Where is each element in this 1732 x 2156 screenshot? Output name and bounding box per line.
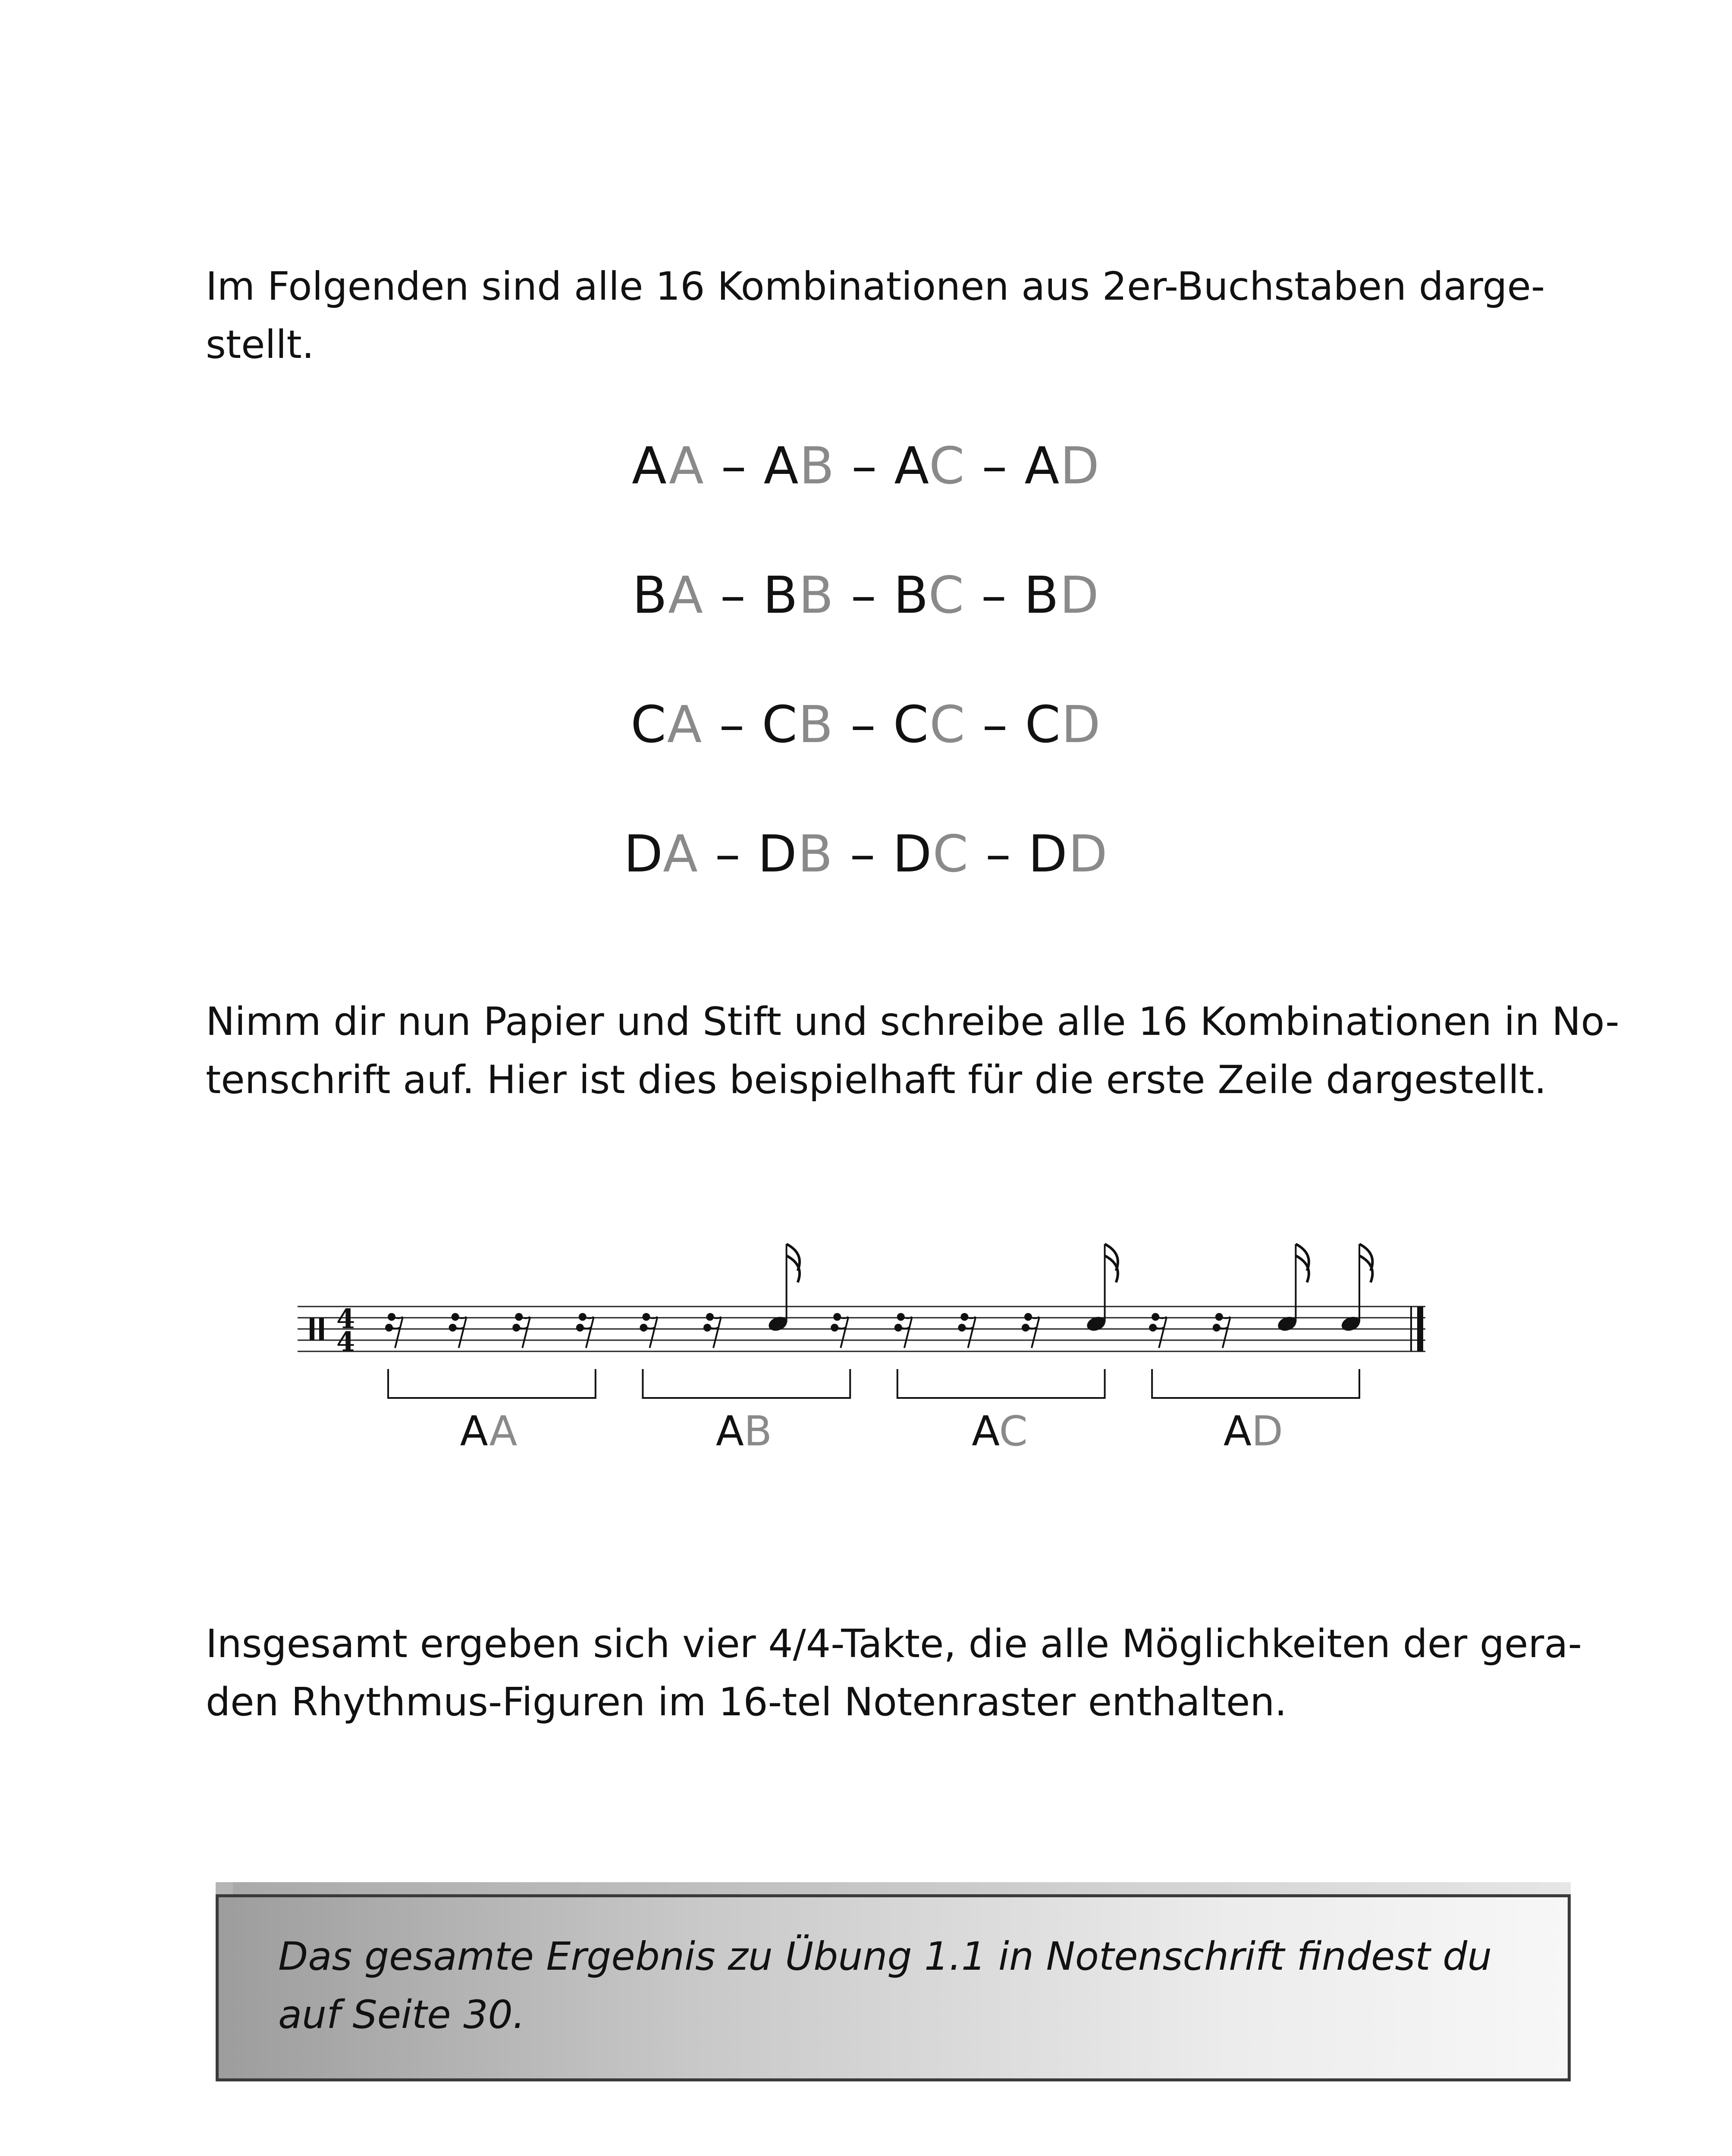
rest-dot [833, 1313, 841, 1321]
combination-row-d [0, 819, 1732, 888]
combo-bc-second: C [928, 565, 965, 625]
combo-ad [1024, 431, 1100, 500]
combo-bb-second: B [798, 565, 835, 625]
combo-ac-second: C [929, 436, 966, 495]
combo-ab [764, 431, 835, 500]
intro-paragraph [206, 257, 1545, 374]
group-bracket [388, 1369, 596, 1398]
combo-dc-second: C [932, 824, 969, 884]
intro-line-2: stellt. [206, 322, 314, 367]
group-label-ac-second: C [999, 1408, 1028, 1455]
combo-dd [1028, 819, 1108, 888]
combo-cc-second: C [929, 695, 966, 754]
rest-stroke [390, 1317, 403, 1348]
rest-stroke [1026, 1317, 1039, 1348]
combination-row-b [0, 561, 1732, 630]
combo-aa-second: A [668, 436, 705, 495]
rest-dot [703, 1324, 711, 1332]
combo-ba [632, 561, 704, 630]
rest-stroke [1217, 1317, 1230, 1348]
time-signature-top: 4 [336, 1303, 355, 1335]
intro-line-1: Im Folgenden sind alle 16 Kombinationen aus 2er-Buchstaben darge- [206, 264, 1545, 309]
rest-dot [512, 1324, 520, 1332]
rest-dot [1024, 1313, 1032, 1321]
group-label-ac-first: A [972, 1408, 999, 1455]
rest-stroke [1154, 1317, 1167, 1348]
combo-cb-second: B [798, 695, 834, 754]
sixteenth-note [767, 1244, 800, 1333]
combo-separator: – [982, 436, 1008, 495]
time-signature-bottom: 4 [336, 1326, 355, 1357]
note-box-shadow-top [216, 1882, 1571, 1894]
rest-dot [385, 1324, 393, 1332]
combo-separator: – [985, 824, 1012, 884]
rest-dot [958, 1324, 966, 1332]
combo-dd-second: D [1068, 824, 1108, 884]
percussion-clef-bar [310, 1318, 314, 1340]
combo-bd-second: D [1059, 565, 1100, 625]
final-barline-thick [1417, 1307, 1423, 1351]
combo-bd [1024, 561, 1100, 630]
combo-aa [632, 431, 705, 500]
rest-stroke [454, 1317, 467, 1348]
combo-da [624, 819, 699, 888]
combo-ab-second: B [799, 436, 835, 495]
combo-aa-first: A [631, 436, 669, 495]
combo-ba-second: A [668, 565, 704, 625]
rest-dot [831, 1324, 838, 1332]
sixteenth-note [1340, 1244, 1372, 1333]
rest-dot [1213, 1324, 1221, 1332]
rest-stroke [963, 1317, 976, 1348]
combo-separator: – [851, 436, 878, 495]
combo-cd-first: C [1025, 695, 1061, 754]
rest-dot [1215, 1313, 1223, 1321]
summary-line-1: Insgesamt ergeben sich vier 4/4-Takte, die alle Möglichkeiten der gera- [206, 1621, 1582, 1667]
summary-line-2: den Rhythmus-Figuren im 16-tel Notenraster enthalten. [206, 1680, 1287, 1725]
combo-ad-first: A [1024, 436, 1061, 495]
combination-row-a [0, 431, 1732, 500]
rest-stroke [899, 1317, 912, 1348]
combo-ab-first: A [763, 436, 800, 495]
group-label-ac [972, 1406, 1028, 1457]
group-label-aa-first: A [460, 1408, 489, 1455]
combination-row-c [0, 690, 1732, 759]
note-flag [1105, 1256, 1118, 1282]
instruction-line-2: tenschrift auf. Hier ist dies beispielhaft für die erste Zeile dargestellt. [206, 1057, 1547, 1103]
combo-dc [893, 819, 969, 888]
rest-stroke [835, 1317, 848, 1348]
group-bracket [643, 1369, 850, 1398]
combo-bd-first: B [1024, 565, 1060, 625]
rest-dot [642, 1313, 650, 1321]
combo-separator: – [719, 695, 746, 754]
combo-db [758, 819, 834, 888]
combo-ba-first: B [632, 565, 668, 625]
combo-bb [763, 561, 835, 630]
rest-stroke [517, 1317, 530, 1348]
combo-ca-first: C [631, 695, 667, 754]
combo-cd-second: D [1061, 695, 1101, 754]
combo-separator: – [981, 565, 1008, 625]
rest-dot [1149, 1324, 1157, 1332]
combo-ac [894, 431, 965, 500]
combo-separator: – [850, 565, 877, 625]
combo-bc [894, 561, 965, 630]
combo-ad-second: D [1060, 436, 1101, 495]
combo-da-first: D [624, 824, 663, 884]
combo-cc [893, 690, 966, 759]
group-bracket [1152, 1369, 1359, 1398]
note-box-text [278, 1927, 1492, 2044]
combo-separator: – [982, 695, 1009, 754]
group-bracket [897, 1369, 1105, 1398]
group-label-aa [460, 1406, 518, 1457]
group-label-aa-second: A [489, 1408, 518, 1455]
rest-dot [452, 1313, 459, 1321]
group-label-ab-second: B [744, 1408, 772, 1455]
rest-dot [1022, 1324, 1029, 1332]
combo-dc-first: D [892, 824, 933, 884]
combo-separator: – [720, 565, 747, 625]
rest-dot [706, 1313, 714, 1321]
rest-dot [515, 1313, 523, 1321]
combo-ca [631, 690, 703, 759]
combo-separator: – [850, 695, 877, 754]
combo-cd [1025, 690, 1101, 759]
note-flag [787, 1256, 800, 1282]
group-label-ad [1224, 1406, 1283, 1457]
rest-dot [579, 1313, 587, 1321]
percussion-clef-bar [319, 1318, 324, 1340]
instruction-paragraph [206, 993, 1619, 1109]
rest-dot [960, 1313, 968, 1321]
combo-da-second: A [663, 824, 699, 884]
rest-stroke [708, 1317, 721, 1348]
rhythm-notation [285, 1220, 1449, 1406]
combo-ca-second: A [667, 695, 703, 754]
combo-cc-first: C [893, 695, 930, 754]
combo-cb [762, 690, 834, 759]
summary-paragraph [206, 1615, 1582, 1731]
combo-db-second: B [797, 824, 834, 884]
group-label-ab-first: A [715, 1408, 744, 1455]
combo-dd-first: D [1028, 824, 1068, 884]
combo-separator: – [850, 824, 876, 884]
combo-bb-first: B [762, 565, 799, 625]
rest-dot [449, 1324, 457, 1332]
combo-ac-first: A [894, 436, 929, 495]
group-label-ab [716, 1406, 772, 1457]
rest-dot [897, 1313, 905, 1321]
combo-separator: – [715, 824, 741, 884]
instruction-line-1: Nimm dir nun Papier und Stift und schreibe alle 16 Kombinationen in No- [206, 999, 1619, 1044]
rest-stroke [581, 1317, 594, 1348]
combo-separator: – [721, 436, 747, 495]
note-box-line-1: Das gesamte Ergebnis zu Übung 1.1 in Notenschrift findest du [278, 1934, 1492, 1979]
group-label-ad-first: A [1223, 1408, 1252, 1455]
note-flag [1359, 1256, 1372, 1282]
sixteenth-note [1085, 1244, 1118, 1333]
rest-stroke [644, 1317, 657, 1348]
rest-dot [388, 1313, 395, 1321]
combo-cb-first: C [762, 695, 798, 754]
combo-bc-first: B [893, 565, 929, 625]
rest-dot [1152, 1313, 1159, 1321]
sixteenth-note [1276, 1244, 1308, 1333]
group-label-ad-second: D [1251, 1408, 1283, 1455]
note-flag [1296, 1256, 1308, 1282]
note-box-line-2: auf Seite 30. [278, 1992, 525, 2037]
rest-dot [894, 1324, 902, 1332]
rest-dot [640, 1324, 647, 1332]
combo-db-first: D [757, 824, 798, 884]
rest-dot [576, 1324, 584, 1332]
